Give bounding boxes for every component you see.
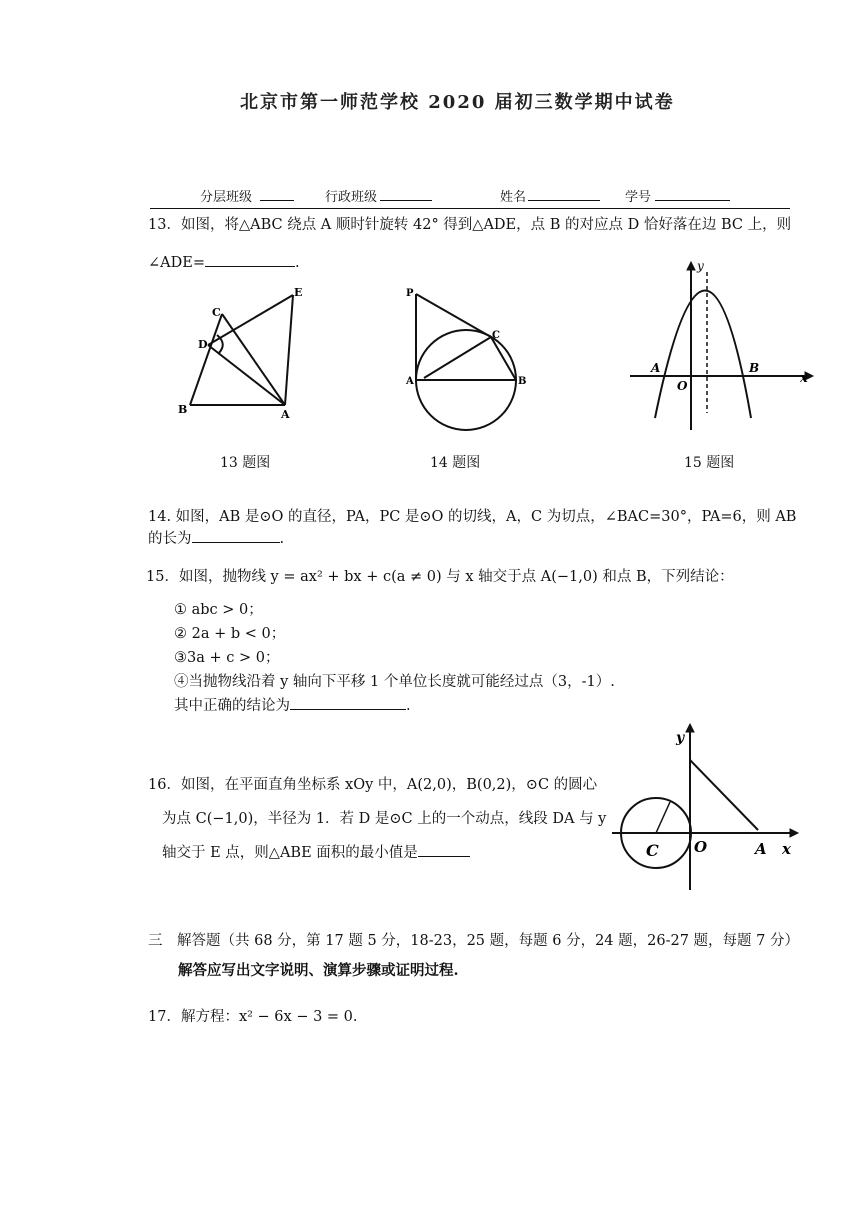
axis-label: y [676, 730, 685, 746]
period: . [294, 255, 300, 271]
question-16 [148, 768, 608, 870]
point-label: D [198, 338, 208, 351]
question-text-line: 16．如图，在平面直角坐标系 xOy 中，A(2,0)，B(0,2)，⊙C 的圆心 [148, 777, 598, 793]
question-text: 15．如图，抛物线 y = ax² + bx + c(a ≠ 0) 与 x 轴交于点 A(−1,0) 和点 B，下列结论： [146, 569, 734, 585]
point-label: A [406, 376, 414, 387]
answer-prompt: 其中正确的结论为 [174, 698, 290, 714]
chord-ac [424, 337, 491, 378]
point-label: P [406, 288, 414, 299]
point-label: B [178, 403, 188, 416]
field-blank[interactable] [655, 200, 730, 201]
answer-prompt: 的长为 [148, 531, 192, 547]
student-info-bar [150, 184, 790, 209]
figure-15 [625, 258, 815, 438]
question-15 [146, 566, 806, 588]
tangent-pc [416, 294, 491, 337]
point-label: B [749, 361, 760, 375]
page-title: 北京市第一师范学校 2020 届初三数学期中试卷 [240, 92, 675, 113]
figure-14-caption: 14 题图 [430, 455, 481, 471]
answer-blank[interactable] [205, 266, 295, 267]
point-label: O [677, 379, 688, 393]
answer-prompt: ∠ADE= [148, 255, 205, 271]
field-label: 行政班级 [325, 190, 378, 205]
answer-blank[interactable] [290, 709, 406, 710]
axis-label: y [697, 259, 704, 273]
figure-13-caption: 13 题图 [220, 455, 271, 471]
point-label: C [492, 330, 500, 341]
figure-13 [170, 280, 320, 430]
axis-label: x [782, 840, 791, 858]
question-text-line: 为点 C(−1,0)，半径为 1．若 D 是⊙C 上的一个动点，线段 DA 与 y [162, 811, 607, 827]
segment-cd [656, 802, 670, 833]
parabola [655, 291, 751, 419]
question-text: 13．如图，将△ABC 绕点 A 顺时针旋转 42° 得到△ADE，点 B 的对应点 D 恰好落在边 BC 上，则 [148, 217, 792, 233]
option-3: ③3a + c > 0； [174, 650, 280, 666]
point-label: A [281, 408, 290, 421]
question-17: 17．解方程：x² − 6x − 3 = 0. [148, 1009, 358, 1025]
option-4: ④当抛物线沿着 y 轴向下平移 1 个单位长度就可能经过点（3，-1）. [174, 674, 615, 690]
chord-cb [491, 337, 516, 380]
field-blank[interactable] [528, 200, 600, 201]
axis-label: x [800, 371, 808, 386]
y-axis-arrow [687, 262, 695, 270]
point-label: B [518, 376, 527, 387]
question-14 [148, 506, 798, 550]
point-label: C [212, 306, 221, 319]
point-label: E [294, 286, 303, 299]
segment-da [208, 345, 285, 405]
answer-blank[interactable] [192, 542, 280, 543]
field-label: 姓名 [500, 190, 527, 205]
figure-14 [400, 280, 540, 440]
option-1: ① abc > 0； [174, 602, 263, 618]
question-text: 14. 如图，AB 是⊙O 的直径，PA，PC 是⊙O 的切线，A，C 为切点，∠BAC=30°，PA=6，则 AB [148, 509, 797, 525]
question-13 [148, 214, 798, 236]
segment-ea [285, 295, 293, 405]
point-label: C [646, 841, 659, 860]
point-label: O [694, 838, 708, 856]
field-blank[interactable] [380, 200, 432, 201]
answer-blank[interactable] [418, 856, 470, 857]
section-3-note: 解答应写出文字说明、演算步骤或证明过程. [178, 962, 459, 979]
section-3-heading: 三 解答题（共 68 分，第 17 题 5 分，18-23，25 题，每题 6 分，24 题，26-27 题，每题 7 分） [148, 933, 799, 949]
option-2: ② 2a + b < 0； [174, 626, 286, 642]
figure-16 [610, 722, 810, 892]
segment-cb [190, 314, 222, 405]
point-label: A [651, 361, 661, 375]
field-blank[interactable] [260, 200, 294, 201]
question-15-options [174, 598, 615, 718]
point-label: A [755, 840, 767, 858]
period: . [279, 531, 285, 547]
x-axis-arrow [790, 829, 798, 837]
segment-ca [222, 314, 285, 405]
question-text-line: 轴交于 E 点，则△ABE 面积的最小值是 [162, 845, 418, 861]
field-label: 学号 [625, 190, 652, 205]
question-13-answer [148, 252, 300, 274]
y-axis-arrow [686, 724, 694, 732]
segment-ab [690, 760, 758, 830]
figure-15-caption: 15 题图 [684, 455, 735, 471]
period: . [406, 698, 411, 714]
field-label: 分层班级 [200, 190, 253, 205]
